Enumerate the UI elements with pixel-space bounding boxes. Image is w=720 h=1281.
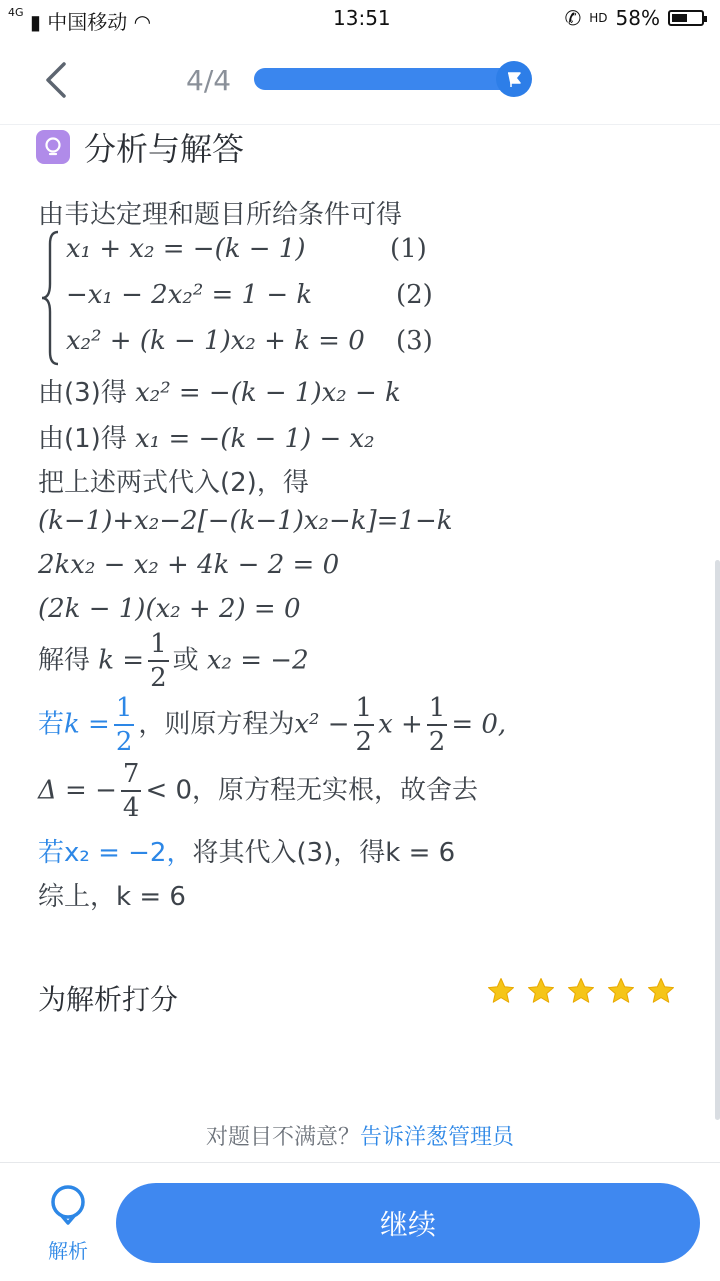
system-equation-3-number: (3) — [396, 326, 433, 356]
solution-line-6: (2k − 1)(x₂ + 2) = 0 — [38, 594, 301, 624]
solution-line-9: Δ = − $\frac{7}{4}$ < 0，原方程无实根，故舍去 — [38, 759, 479, 823]
solution-line-8: 若k = $\frac{1}{2}$ ，则原方程为x² − $\frac{1}{2}$ x + $\frac{1}{2}$ = 0, — [38, 693, 507, 757]
solution-line-11: 综上，k = 6 — [38, 882, 186, 912]
wifi-icon: ◠ — [133, 10, 152, 34]
fraction: $\frac{7}{4}$ — [122, 759, 140, 823]
system-equation-1: x₁ + x₂ = −(k − 1) — [66, 234, 306, 264]
network-indicator: 4G — [8, 6, 24, 19]
flag-icon — [496, 61, 532, 97]
star-icon[interactable] — [566, 976, 596, 1006]
continue-button[interactable]: 继续 — [116, 1183, 700, 1263]
hd-badge: HD — [589, 11, 608, 25]
system-equation-2: −x₁ − 2x₂² = 1 − k — [66, 280, 313, 310]
analysis-tab-label: 解析 — [48, 1239, 88, 1263]
top-bar — [0, 36, 720, 125]
lightbulb-icon — [36, 130, 70, 164]
brace-icon — [38, 228, 62, 368]
battery-percent: 58% — [615, 6, 660, 30]
progress-bar — [254, 68, 524, 90]
star-icon[interactable] — [646, 976, 676, 1006]
report-link[interactable]: 告诉洋葱管理员 — [360, 1125, 515, 1150]
clock: 13:51 — [333, 6, 391, 30]
lightbulb-icon — [46, 1183, 90, 1227]
fraction: $\frac{1}{2}$ — [355, 693, 373, 757]
call-icon: ✆ — [564, 6, 582, 30]
solution-line-10: 若x₂ = −2，将其代入(3)，得k = 6 — [38, 838, 456, 868]
fraction: $\frac{1}{2}$ — [428, 693, 446, 757]
section-title: 分析与解答 — [84, 130, 245, 168]
solution-line-7: 解得 k = $\frac{1}{2}$ 或 x₂ = −2 — [38, 629, 309, 693]
progress-fill — [254, 68, 524, 90]
system-equation-1-number: (1) — [390, 234, 427, 264]
bottom-bar — [0, 1162, 720, 1281]
feedback-row — [0, 1120, 720, 1151]
solution-line-1: 由(3)得 x₂² = −(k − 1)x₂ − k — [38, 378, 401, 408]
analysis-tab[interactable] — [36, 1183, 100, 1264]
status-bar — [0, 0, 720, 36]
back-button[interactable] — [40, 58, 80, 102]
carrier-name: 中国移动 — [47, 10, 128, 34]
rating-label: 为解析打分 — [38, 983, 179, 1016]
feedback-text: 对题目不满意？ — [205, 1125, 360, 1150]
solution-line-5: 2kx₂ − x₂ + 4k − 2 = 0 — [38, 550, 340, 580]
section-header — [36, 124, 244, 170]
battery-icon — [668, 10, 704, 26]
battery-fill — [672, 14, 687, 22]
system-equation-3: x₂² + (k − 1)x₂ + k = 0 — [66, 326, 365, 356]
equation-system — [38, 228, 458, 368]
progress-counter: 4/4 — [186, 64, 232, 97]
fraction: $\frac{1}{2}$ — [150, 629, 167, 693]
system-equation-2-number: (2) — [396, 280, 433, 310]
solution-intro: 由韦达定理和题目所给条件可得 — [38, 200, 403, 230]
chevron-left-icon — [40, 58, 80, 102]
scrollbar[interactable] — [715, 560, 720, 1120]
star-icon[interactable] — [606, 976, 636, 1006]
rating-stars[interactable] — [486, 976, 676, 1006]
star-icon[interactable] — [486, 976, 516, 1006]
fraction: $\frac{1}{2}$ — [115, 693, 133, 757]
signal-icon: ▮ — [29, 10, 41, 34]
solution-line-3: 把上述两式代入(2)，得 — [38, 468, 309, 498]
star-icon[interactable] — [526, 976, 556, 1006]
solution-line-2: 由(1)得 x₁ = −(k − 1) − x₂ — [38, 424, 375, 454]
solution-line-4: (k−1)+x₂−2[−(k−1)x₂−k]=1−k — [38, 506, 453, 536]
